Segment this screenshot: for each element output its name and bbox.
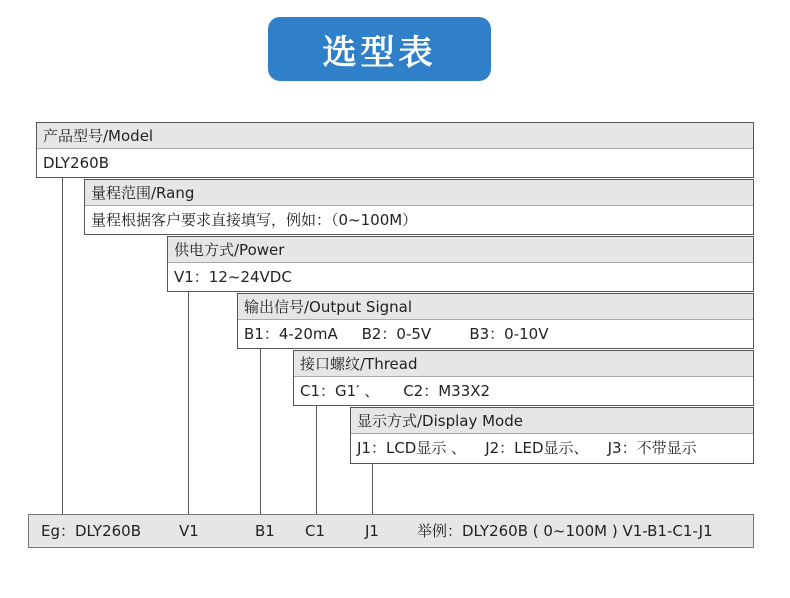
example-display: J1 — [365, 522, 379, 540]
connector-line-thread — [372, 463, 373, 514]
display-mode-value: J1：LCD显示 、 J2：LED显示、 J3：不带显示 — [357, 439, 697, 457]
model-header: 产品型号/Model — [37, 123, 753, 149]
thread-block — [293, 350, 754, 406]
title-badge — [268, 17, 491, 81]
power-block — [167, 236, 754, 292]
power-value: V1：12~24VDC — [174, 268, 292, 286]
model-block — [36, 122, 754, 178]
model-value: DLY260B — [43, 154, 109, 172]
display-mode-header: 显示方式/Display Mode — [351, 408, 753, 434]
display-mode-block — [350, 407, 754, 464]
output-signal-header: 输出信号/Output Signal — [238, 294, 753, 320]
power-header: 供电方式/Power — [168, 237, 753, 263]
connector-line-range — [188, 291, 189, 514]
example-bar — [28, 514, 754, 548]
page-title: 选型表 — [322, 32, 437, 73]
example-full: 举例：DLY260B ( 0~100M ) V1-B1-C1-J1 — [417, 522, 713, 540]
connector-line-power — [260, 348, 261, 514]
thread-value: C1：G1′ 、 C2：M33X2 — [300, 382, 491, 400]
range-header: 量程范围/Rang — [85, 180, 753, 206]
output-signal-block — [237, 293, 754, 349]
example-power: V1 — [179, 522, 199, 540]
range-block — [84, 179, 754, 235]
example-output: B1 — [255, 522, 275, 540]
example-model: Eg：DLY260B — [41, 522, 141, 540]
range-value: 量程根据客户要求直接填写，例如：（0~100M） — [91, 211, 418, 229]
connector-line-model — [62, 177, 63, 514]
example-thread: C1 — [305, 522, 326, 540]
thread-header: 接口螺纹/Thread — [294, 351, 753, 377]
output-signal-value: B1：4-20mA B2：0-5V B3：0-10V — [244, 325, 549, 343]
connector-line-output — [316, 405, 317, 514]
